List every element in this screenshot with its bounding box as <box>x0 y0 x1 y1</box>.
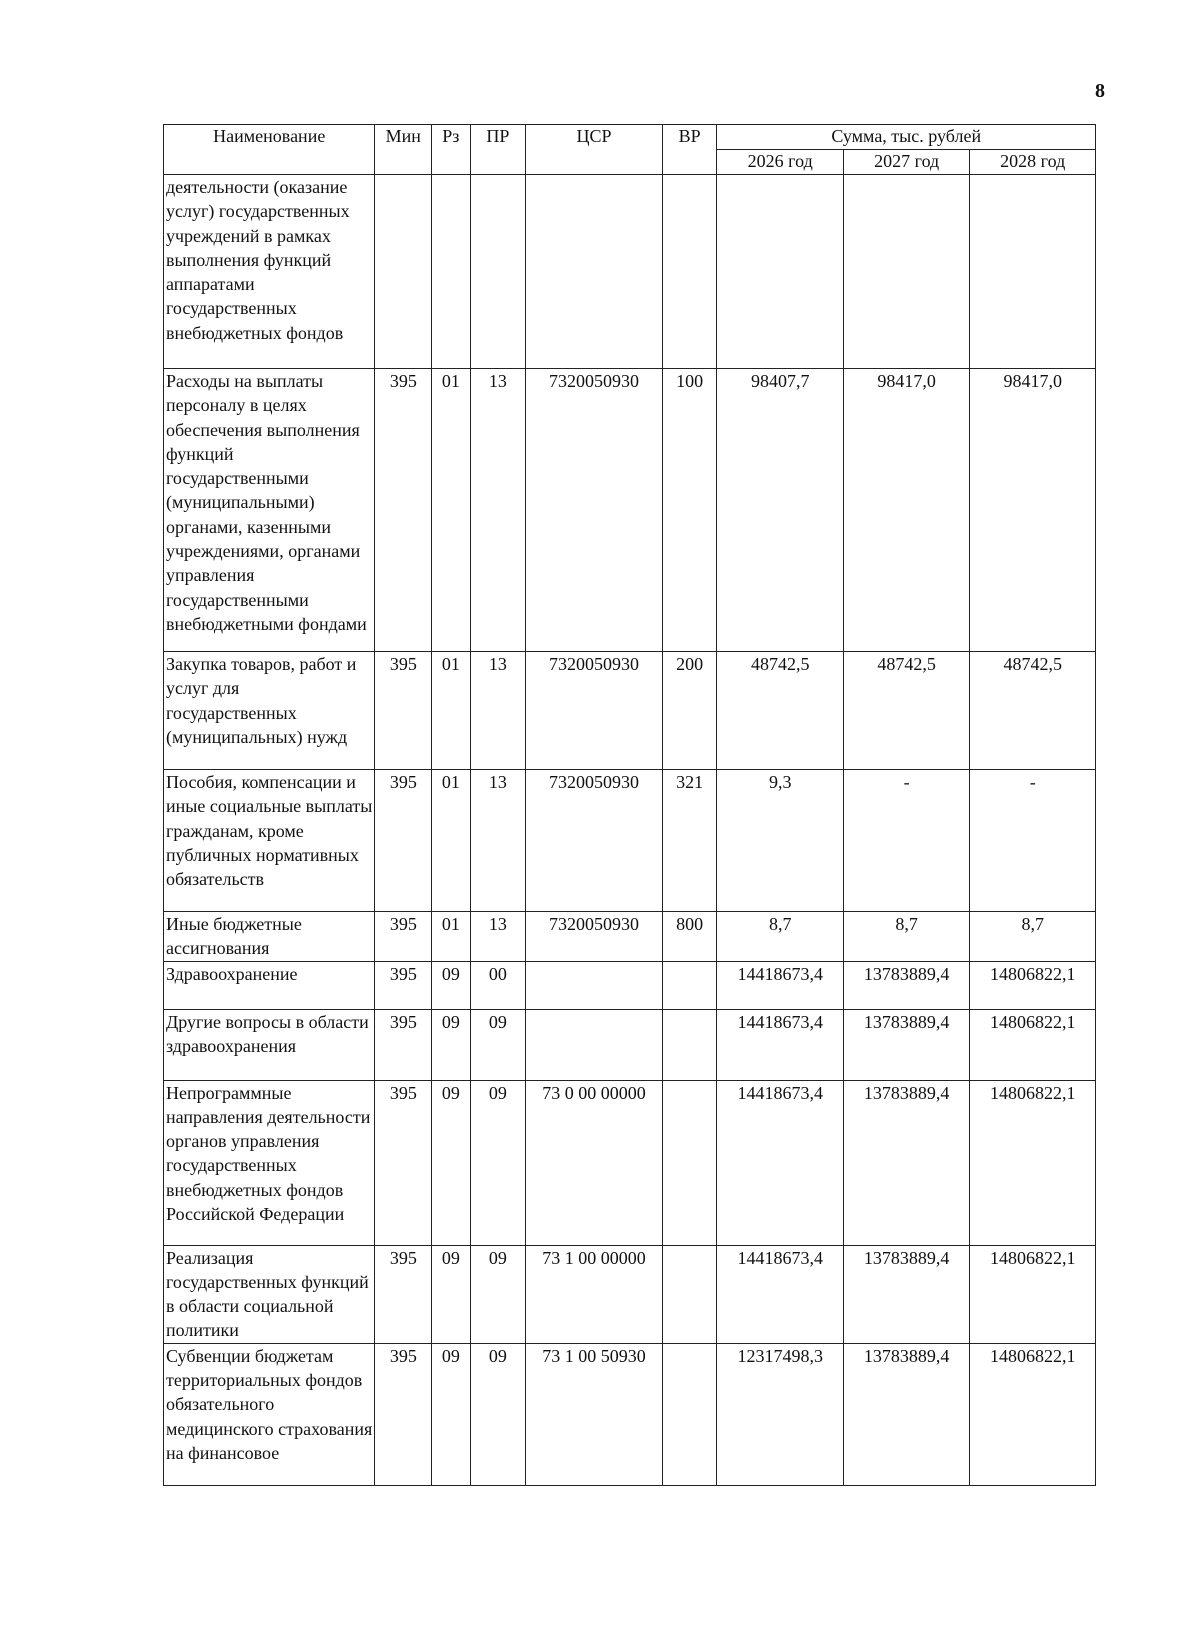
cell-vr: 100 <box>662 369 717 652</box>
cell-min: 395 <box>375 369 432 652</box>
cell-rz: 01 <box>432 912 470 962</box>
cell-min: 395 <box>375 1245 432 1343</box>
cell-pr: 13 <box>470 770 526 912</box>
cell-amount-2026: 8,7 <box>717 912 843 962</box>
cell-amount-2028: 14806822,1 <box>970 1343 1096 1485</box>
cell-vr <box>662 961 717 1009</box>
header-year-2027: 2027 год <box>843 150 969 175</box>
table-row <box>164 175 1096 369</box>
cell-amount-2026: 14418673,4 <box>717 961 843 1009</box>
cell-amount-2027: 13783889,4 <box>843 961 969 1009</box>
cell-amount-2027: 13783889,4 <box>843 1343 969 1485</box>
cell-pr <box>470 175 526 369</box>
cell-min: 395 <box>375 912 432 962</box>
cell-rz: 01 <box>432 652 470 770</box>
cell-rz: 09 <box>432 961 470 1009</box>
cell-vr: 321 <box>662 770 717 912</box>
cell-amount-2027: - <box>843 770 969 912</box>
cell-amount-2027: 98417,0 <box>843 369 969 652</box>
cell-rz <box>432 175 470 369</box>
cell-csr: 7320050930 <box>526 652 663 770</box>
cell-min: 395 <box>375 1343 432 1485</box>
cell-min <box>375 175 432 369</box>
cell-name: Пособия, компенсации и иные социальные выплаты гражданам, кроме публичных нормативных обязательств <box>164 770 375 912</box>
cell-name: Непрограммные направления деятельности органов управления государственных внебюджетных фондов Российской Федерации <box>164 1080 375 1245</box>
cell-pr: 13 <box>470 912 526 962</box>
cell-amount-2026: 98407,7 <box>717 369 843 652</box>
cell-name: деятельности (оказание услуг) государственных учреждений в рамках выполнения функций аппаратами государственных внебюджетных фондов <box>164 175 375 369</box>
cell-amount-2027: 48742,5 <box>843 652 969 770</box>
cell-amount-2026: 14418673,4 <box>717 1245 843 1343</box>
table-row <box>164 912 1096 962</box>
cell-name: Закупка товаров, работ и услуг для государственных (муниципальных) нужд <box>164 652 375 770</box>
cell-csr: 73 1 00 50930 <box>526 1343 663 1485</box>
cell-min: 395 <box>375 770 432 912</box>
cell-rz: 09 <box>432 1245 470 1343</box>
table-header <box>164 125 1096 175</box>
cell-name: Другие вопросы в области здравоохранения <box>164 1009 375 1080</box>
cell-amount-2026: 14418673,4 <box>717 1009 843 1080</box>
table-row <box>164 770 1096 912</box>
table-row <box>164 961 1096 1009</box>
header-pr: ПР <box>470 125 526 175</box>
table-body <box>164 175 1096 1486</box>
cell-vr <box>662 1343 717 1485</box>
cell-pr: 13 <box>470 652 526 770</box>
cell-min: 395 <box>375 652 432 770</box>
cell-csr: 73 0 00 00000 <box>526 1080 663 1245</box>
cell-amount-2026: 14418673,4 <box>717 1080 843 1245</box>
cell-vr: 200 <box>662 652 717 770</box>
cell-pr: 09 <box>470 1080 526 1245</box>
cell-pr: 09 <box>470 1343 526 1485</box>
cell-amount-2028: 48742,5 <box>970 652 1096 770</box>
cell-vr <box>662 1009 717 1080</box>
cell-amount-2027: 13783889,4 <box>843 1009 969 1080</box>
cell-name: Субвенции бюджетам территориальных фондов обязательного медицинского страхования на финансовое <box>164 1343 375 1485</box>
cell-rz: 09 <box>432 1343 470 1485</box>
header-rz: Рз <box>432 125 470 175</box>
cell-name: Здравоохранение <box>164 961 375 1009</box>
header-name: Наименование <box>164 125 375 175</box>
table-row <box>164 1009 1096 1080</box>
cell-amount-2028: 14806822,1 <box>970 961 1096 1009</box>
cell-amount-2028: 14806822,1 <box>970 1245 1096 1343</box>
table-row <box>164 1343 1096 1485</box>
cell-pr: 13 <box>470 369 526 652</box>
cell-vr: 800 <box>662 912 717 962</box>
budget-table <box>163 124 1096 1486</box>
cell-rz: 09 <box>432 1009 470 1080</box>
header-vr: ВР <box>662 125 717 175</box>
cell-amount-2026: 12317498,3 <box>717 1343 843 1485</box>
header-year-2028: 2028 год <box>970 150 1096 175</box>
cell-csr: 7320050930 <box>526 770 663 912</box>
cell-amount-2028: 14806822,1 <box>970 1009 1096 1080</box>
cell-min: 395 <box>375 1080 432 1245</box>
cell-pr: 09 <box>470 1009 526 1080</box>
cell-amount-2026: 48742,5 <box>717 652 843 770</box>
cell-pr: 09 <box>470 1245 526 1343</box>
cell-amount-2027 <box>843 175 969 369</box>
cell-csr: 73 1 00 00000 <box>526 1245 663 1343</box>
cell-csr: 7320050930 <box>526 369 663 652</box>
cell-vr <box>662 1245 717 1343</box>
cell-min: 395 <box>375 1009 432 1080</box>
cell-amount-2027: 13783889,4 <box>843 1245 969 1343</box>
cell-amount-2028 <box>970 175 1096 369</box>
header-min: Мин <box>375 125 432 175</box>
page-number: 8 <box>1095 80 1105 102</box>
cell-amount-2028: 8,7 <box>970 912 1096 962</box>
cell-min: 395 <box>375 961 432 1009</box>
cell-csr <box>526 961 663 1009</box>
cell-csr: 7320050930 <box>526 912 663 962</box>
cell-vr <box>662 175 717 369</box>
cell-amount-2027: 8,7 <box>843 912 969 962</box>
cell-amount-2028: 98417,0 <box>970 369 1096 652</box>
cell-name: Расходы на выплаты персоналу в целях обеспечения выполнения функций государственными (муниципальными) органами, казенными учреждениями, органами управления государственными внебюджетными фондами <box>164 369 375 652</box>
cell-csr <box>526 175 663 369</box>
cell-rz: 09 <box>432 1080 470 1245</box>
cell-name: Иные бюджетные ассигнования <box>164 912 375 962</box>
header-csr: ЦСР <box>526 125 663 175</box>
cell-amount-2028: 14806822,1 <box>970 1080 1096 1245</box>
cell-rz: 01 <box>432 369 470 652</box>
header-year-2026: 2026 год <box>717 150 843 175</box>
cell-name: Реализация государственных функций в области социальной политики <box>164 1245 375 1343</box>
table-row <box>164 1080 1096 1245</box>
cell-amount-2027: 13783889,4 <box>843 1080 969 1245</box>
table-row <box>164 1245 1096 1343</box>
cell-csr <box>526 1009 663 1080</box>
cell-vr <box>662 1080 717 1245</box>
table-row <box>164 369 1096 652</box>
cell-amount-2026: 9,3 <box>717 770 843 912</box>
cell-amount-2028: - <box>970 770 1096 912</box>
cell-pr: 00 <box>470 961 526 1009</box>
header-sum: Сумма, тыс. рублей <box>717 125 1096 150</box>
cell-amount-2026 <box>717 175 843 369</box>
cell-rz: 01 <box>432 770 470 912</box>
table-row <box>164 652 1096 770</box>
